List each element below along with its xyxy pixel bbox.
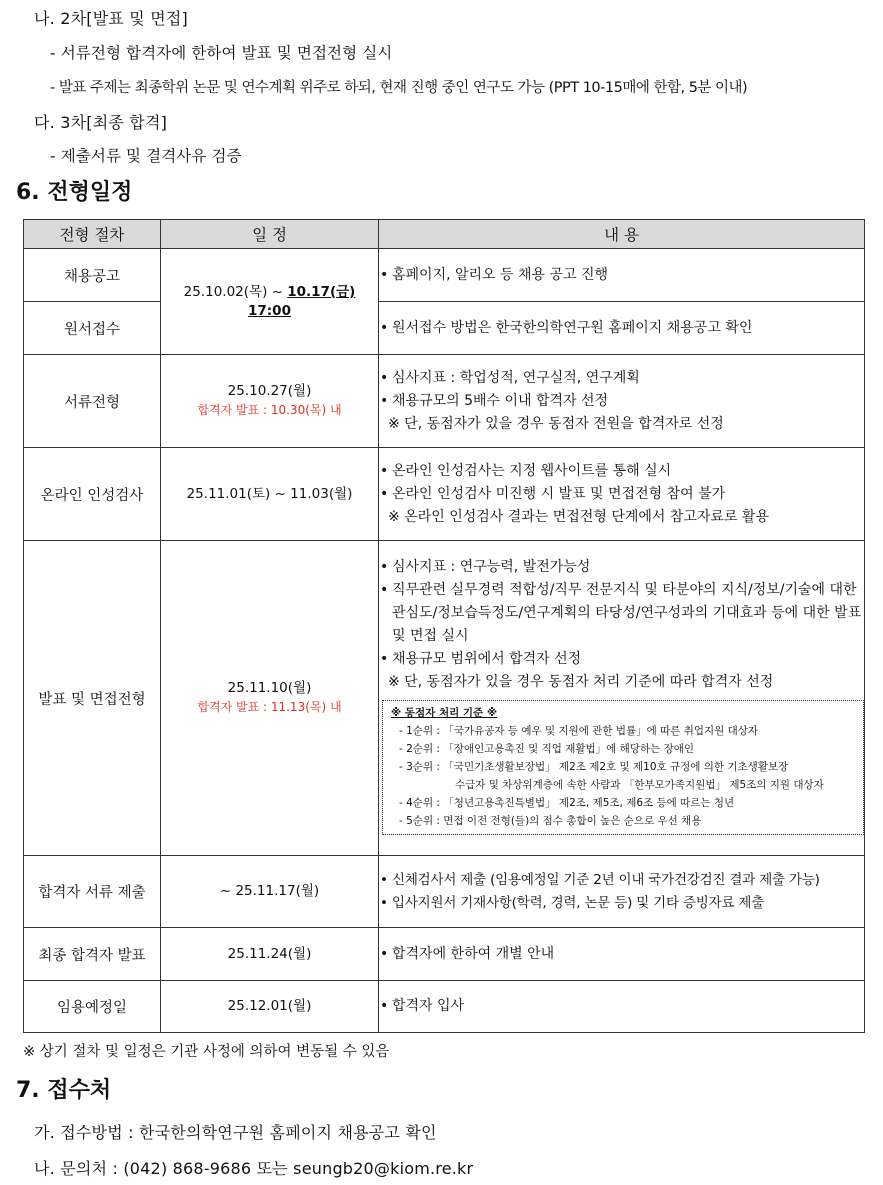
table-header-row	[24, 220, 865, 249]
content-bullet: • 직무관련 실무경력 적합성/직무 전문지식 및 타분야의 지식/정보/기술에 대한 관심도/정보습득정도/연구계획의 타당성/연구성과의 기대효과 등에 대한 발표 및 면접 실시	[379, 579, 864, 648]
schedule-date: 25.11.10(월)	[227, 680, 312, 696]
row-schedule: 25.11.24(월)	[161, 928, 379, 981]
content-bullet: • 홈페이지, 알리오 등 채용 공고 진행	[379, 264, 864, 287]
row-content	[379, 541, 865, 856]
stage2-detail-2: - 발표 주제는 최종학위 논문 및 연수계획 위주로 하되, 현재 진행 중인 연구도 가능 (PPT 10-15매에 한함, 5분 이내)	[50, 80, 748, 96]
header-content: 내 용	[379, 220, 865, 249]
row-procedure: 온라인 인성검사	[24, 448, 161, 541]
row-content	[379, 302, 865, 355]
tie-break-rank-5: - 5순위 : 면접 이전 전형(들)의 점수 총합이 높은 순으로 우선 채용	[399, 814, 702, 827]
content-bullet: • 채용규모의 5배수 이내 합격자 선정	[379, 390, 864, 413]
section6-heading: 6. 전형일정	[16, 180, 133, 205]
content-bullet: • 합격자 입사	[379, 995, 864, 1018]
stage2-detail-1: - 서류전형 합격자에 한하여 발표 및 면접전형 실시	[50, 44, 393, 62]
tie-break-rank-3-cont: 수급자 및 차상위계층에 속한 사람과 「한부모가족지원법」 제5조의 지원 대상자	[455, 778, 824, 791]
row-content	[379, 981, 865, 1033]
row-schedule	[161, 541, 379, 856]
row-procedure: 발표 및 면접전형	[24, 541, 161, 856]
result-announcement: 합격자 발표 : 10.30(목) 내	[197, 403, 342, 417]
row-procedure: 최종 합격자 발표	[24, 928, 161, 981]
content-bullet: • 원서접수 방법은 한국한의학연구원 홈페이지 채용공고 확인	[379, 317, 864, 340]
header-schedule: 일 정	[161, 220, 379, 249]
header-procedure: 전형 절차	[24, 220, 161, 249]
table-row	[24, 981, 865, 1033]
schedule-footnote: ※ 상기 절차 및 일정은 기관 사정에 의하여 변동될 수 있음	[23, 1044, 390, 1060]
tie-break-criteria-box	[382, 700, 864, 835]
tie-break-rank-2: - 2순위 : 「장애인고용촉진 및 직업 재활법」에 해당하는 장애인	[399, 742, 694, 755]
row-procedure: 서류전형	[24, 355, 161, 448]
row-content	[379, 249, 865, 302]
submission-method: 가. 접수방법 : 한국한의학연구원 홈페이지 채용공고 확인	[34, 1123, 437, 1142]
stage2-item: 나. 2차[발표 및 면접]	[34, 9, 188, 28]
row-schedule: ~ 25.11.17(월)	[161, 856, 379, 928]
content-bullet: • 합격자에 한하여 개별 안내	[379, 943, 864, 966]
tie-break-rank-1: - 1순위 : 「국가유공자 등 예우 및 지원에 관한 법률」에 따른 취업지원 대상자	[399, 724, 759, 737]
row-procedure: 합격자 서류 제출	[24, 856, 161, 928]
contact-info: 나. 문의처 : (042) 868-9686 또는 seungb20@kiom.re.kr	[34, 1159, 474, 1178]
row-schedule	[161, 249, 379, 355]
row-schedule: 25.12.01(월)	[161, 981, 379, 1033]
content-note: ※ 온라인 인성검사 결과는 면접전형 단계에서 참고자료로 활용	[388, 508, 769, 525]
table-row	[24, 856, 865, 928]
content-bullet: • 신체검사서 제출 (임용예정일 기준 2년 이내 국가건강검진 결과 제출 가능)	[379, 869, 864, 892]
row-procedure: 원서접수	[24, 302, 161, 355]
table-row	[24, 355, 865, 448]
row-content	[379, 355, 865, 448]
table-row	[24, 541, 865, 856]
content-bullet: • 심사지표 : 학업성적, 연구실적, 연구계획	[379, 367, 864, 390]
row-schedule	[161, 355, 379, 448]
schedule-date: 25.10.27(월)	[227, 383, 312, 399]
content-bullet: • 입사지원서 기재사항(학력, 경력, 논문 등) 및 기타 증빙자료 제출	[379, 892, 864, 915]
row-content	[379, 928, 865, 981]
table-row	[24, 928, 865, 981]
table-row	[24, 302, 865, 355]
content-note: ※ 단, 동점자가 있을 경우 동점자 전원을 합격자로 선정	[388, 415, 724, 432]
row-procedure: 채용공고	[24, 249, 161, 302]
schedule-start: 25.10.02(목) ~	[183, 283, 288, 300]
table-row	[24, 448, 865, 541]
tie-break-rank-4: - 4순위 : 「청년고용촉진특별법」 제2조, 제5조, 제6조 등에 따르는 청년	[399, 796, 735, 809]
row-schedule: 25.11.01(토) ~ 11.03(월)	[161, 448, 379, 541]
tie-break-rank-3: - 3순위 : 「국민기초생활보장법」 제2조 제2호 및 제10호 규정에 의한 기초생활보장	[399, 760, 789, 773]
schedule-table	[23, 219, 865, 1033]
section7-heading: 7. 접수처	[16, 1078, 112, 1103]
stage3-detail-1: - 제출서류 및 결격사유 검증	[50, 147, 242, 165]
stage3-item: 다. 3차[최종 합격]	[34, 113, 168, 132]
row-content	[379, 448, 865, 541]
content-note: ※ 단, 동점자가 있을 경우 동점자 처리 기준에 따라 합격자 선정	[388, 673, 774, 690]
schedule-deadline: 10.17(금) 17:00	[248, 283, 356, 319]
content-bullet: • 심사지표 : 연구능력, 발전가능성	[379, 556, 864, 579]
content-bullet: • 온라인 인성검사 미진행 시 발표 및 면접전형 참여 불가	[379, 483, 864, 506]
row-procedure: 임용예정일	[24, 981, 161, 1033]
result-announcement: 합격자 발표 : 11.13(목) 내	[197, 700, 342, 714]
tie-break-title: ※ 동점자 처리 기준 ※	[391, 706, 498, 719]
row-content	[379, 856, 865, 928]
table-row	[24, 249, 865, 302]
content-bullet: • 채용규모 범위에서 합격자 선정	[379, 648, 864, 671]
content-bullet: • 온라인 인성검사는 지정 웹사이트를 통해 실시	[379, 460, 864, 483]
